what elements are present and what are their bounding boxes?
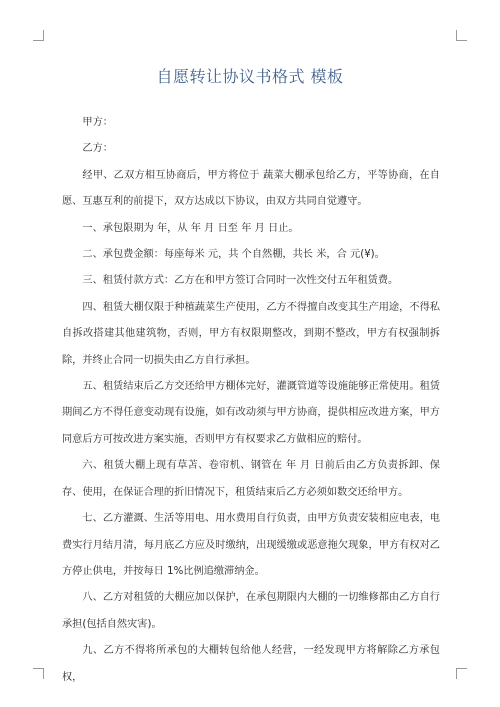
clause-5-return: 五、租赁结束后乙方交还给甲方棚体完好，灌溉管道等设施能够正常使用。租赁期间乙方不得任意变动现有设施，如有改动须与甲方协商，提供相应改进方案，甲方同意后方可按改进方案实施，否则甲方有权要求乙方做相应的赔付。 (62, 381, 440, 445)
clause-9-subcontract: 九、乙方不得将所承包的大棚转包给他人经营，一经发现甲方将解除乙方承包权， (62, 645, 440, 683)
page-corner-mark-bottom-left (33, 668, 44, 679)
clause-1-term: 一、承包限期为 年，从 年 月 日至 年 月 日止。 (82, 222, 299, 234)
clause-8-maintenance: 八、乙方对租赁的大棚应加以保护，在承包期限内大棚的一切维修都由乙方自行承担(包括自然灾害)。 (62, 592, 440, 630)
clause-7-utilities: 七、乙方灌溉、生活等用电、用水费用自行负责，由甲方负责安装相应电表，电费实行月结月清，每月底乙方应及时缴纳，出现缓缴或恶意拖欠现象，甲方有权对乙方停止供电，并按每日 1%比例追缴滞纳金。 (62, 513, 440, 577)
party-a-line: 甲方： (82, 117, 113, 128)
page-corner-mark-top-right (456, 30, 467, 41)
document-title: 自愿转让协议书格式 模板 (156, 67, 344, 86)
clause-2-fee: 二、承包费金额：每座每米 元，共 个自然棚，共长 米，合 元(¥)。 (82, 249, 385, 261)
page-corner-mark-bottom-right (456, 668, 467, 679)
clause-4-usage: 四、租赁大棚仅限于种植蔬菜生产使用，乙方不得擅自改变其生产用途，不得私自拆改搭建其他建筑物，否则，甲方有权限期整改，到期不整改，甲方有权强制拆除，并终止合同一切损失由乙方自行承担。 (62, 301, 440, 366)
page-corner-mark-top-left (33, 30, 44, 41)
clause-6-equipment: 六、租赁大棚上现有草苫、卷帘机、钢管在 年 月 日前后由乙方负责拆卸、保存、使用，在保证合理的折旧情况下，租赁结束后乙方必须如数交还给甲方。 (62, 460, 440, 498)
clause-3-payment: 三、租赁付款方式：乙方在和甲方签订合同时一次性交付五年租赁费。 (82, 275, 399, 287)
document-body (62, 110, 440, 691)
party-b-line: 乙方： (82, 143, 113, 155)
preamble-paragraph: 经甲、乙双方相互协商后，甲方将位于 蔬菜大棚承包给乙方，平等协商，在自愿、互惠互利的前提下，双方达成以下协议，由双方共同自觉遵守。 (62, 169, 440, 208)
